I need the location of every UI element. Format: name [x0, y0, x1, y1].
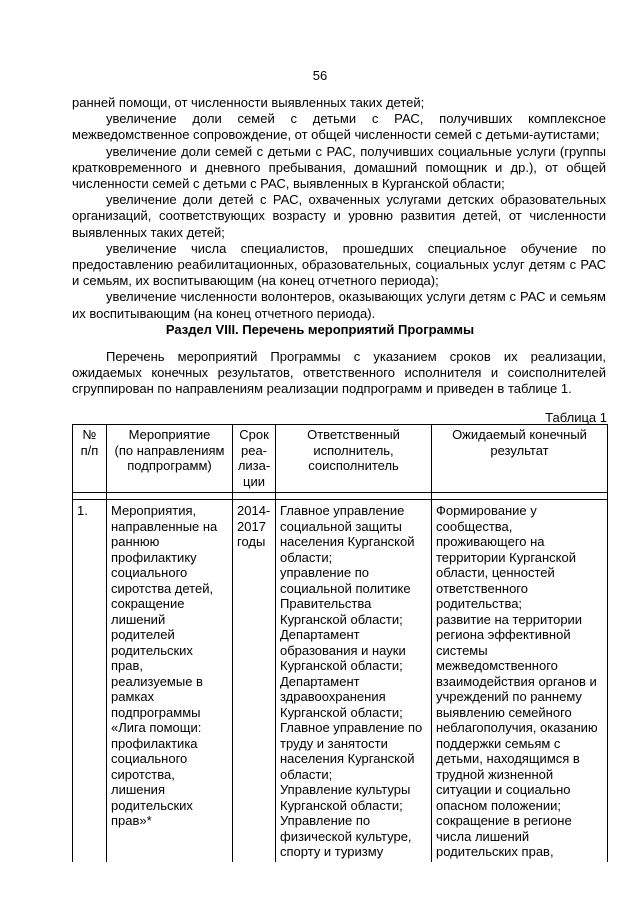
- intro-paragraph: Перечень мероприятий Программы с указанием сроков их реализации, ожидаемых конечных результатов, ответственного исполнителя и соисполнителей сгруппирован по направлениям реализации подпрограмм и приведен в таблице 1.: [72, 349, 606, 397]
- table-spacer-row: [73, 493, 608, 500]
- page-number: 56: [312, 68, 328, 83]
- row-result: Формирование у сообщества, проживающего на территории Курганской области, ценностей ответственного родительства; развитие на территории региона эффективной системы межведомственного взаимодействия органов и учреждений по раннему выявлению семейного неблагополучия, оказанию поддержки семьям с детьми, находящимся в трудной жизненной ситуации и социально опасном положении; сокращение в регионе числа лишений родительских прав,: [432, 500, 608, 862]
- paragraph: увеличение числа специалистов, прошедших специальное обучение по предоставлению реабилитационных, образовательных, социальных услуг детям с РАС и семьям, их воспитывающим (на конец отчетного периода);: [72, 240, 606, 289]
- row-term: 2014- 2017 годы: [233, 500, 276, 862]
- header-result: Ожидаемый конечный результат: [432, 425, 608, 493]
- header-responsible: Ответственный исполнитель, соисполнитель: [276, 425, 432, 493]
- table-row: [73, 500, 608, 862]
- header-term: Срок реа- лиза- ции: [233, 425, 276, 493]
- paragraph: ранней помощи, от численности выявленных таких детей;: [72, 95, 425, 110]
- paragraph: увеличение доли семей с детьми с РАС, получивших социальные услуги (группы кратковременного и дневного пребывания, домашний помощник и др.), от общей численности семей с детьми с РАС, выявленных в Курганской области;: [72, 143, 606, 192]
- body-text: [72, 95, 606, 322]
- section-title: Раздел VIII. Перечень мероприятий Программы: [165, 322, 475, 337]
- table-header-row: [73, 425, 608, 493]
- row-number: 1.: [73, 500, 107, 862]
- measures-table: [72, 424, 608, 862]
- header-measure: Мероприятие (по направлениям подпрограмм): [107, 425, 233, 493]
- paragraph: увеличение доли детей с РАС, охваченных услугами детских образовательных организаций, соответствующих возрасту и уровню развития детей, от численности выявленных таких детей;: [72, 192, 606, 240]
- row-responsible: Главное управление социальной защиты населения Курганской области; управление по социальной политике Правительства Курганской области; Департамент образования и науки Курганской области; Департамент здравоохранения Курганской области; Главное управление по труду и занятости населения Курганской области; Управление культуры Курганской области; Управление по физической культуре, спорту и туризму: [276, 500, 432, 862]
- row-measure: Мероприятия, направленные на раннюю профилактику социального сиротства детей, сокращение лишений родителей родительских прав, реализуемые в рамках подпрограммы «Лига помощи: профилактика социального сиротства, лишения родительских прав»*: [107, 500, 233, 862]
- header-number: № п/п: [73, 425, 107, 493]
- paragraph: увеличение численности волонтеров, оказывающих услуги детям с РАС и семьям их воспитывающим (на конец отчетного периода).: [72, 289, 606, 321]
- paragraph: увеличение доли семей с детьми с РАС, получивших комплексное межведомственное сопровождение, от общей численности семей с детьми-аутистами;: [72, 111, 606, 143]
- table-label: Таблица 1: [545, 410, 607, 425]
